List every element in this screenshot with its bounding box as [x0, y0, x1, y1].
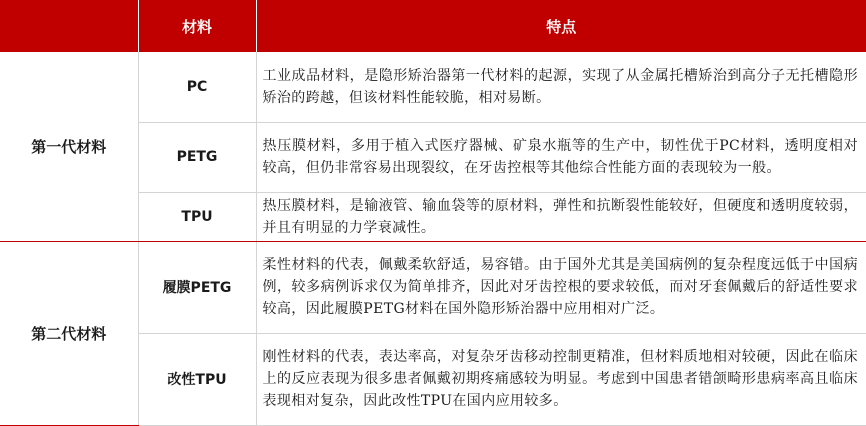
features-cell: 刚性材料的代表，表达率高，对复杂牙齿移动控制更精准，但材料质地相对较硬，因此在临床上的反应表现为很多患者佩戴初期疼痛感较为明显。考虑到中国患者错颌畸形患病率高且临床表现相对复杂，因此改性TPU在国内应用较多。 — [256, 333, 866, 425]
generation-cell: 第一代材料 — [0, 52, 138, 241]
generation-cell: 第二代材料 — [0, 241, 138, 425]
material-cell: PETG — [138, 122, 256, 192]
material-cell: TPU — [138, 192, 256, 241]
material-cell: 履膜PETG — [138, 241, 256, 333]
table-row — [0, 52, 866, 122]
table-body — [0, 52, 866, 425]
header-generation — [0, 0, 138, 52]
features-cell: 工业成品材料，是隐形矫治器第一代材料的起源，实现了从金属托槽矫治到高分子无托槽隐形矫治的跨越，但该材料性能较脆，相对易断。 — [256, 52, 866, 122]
material-cell: 改性TPU — [138, 333, 256, 425]
features-cell: 柔性材料的代表，佩戴柔软舒适，易容错。由于国外尤其是美国病例的复杂程度远低于中国病例，较多病例诉求仅为简单排齐，因此对牙齿控根的要求较低，而对牙套佩戴后的舒适性要求较高，因此履膜PETG材料在国外隐形矫治器中应用相对广泛。 — [256, 241, 866, 333]
features-cell: 热压膜材料，是输液管、输血袋等的原材料，弹性和抗断裂性能较好，但硬度和透明度较弱，并且有明显的力学衰减性。 — [256, 192, 866, 241]
table-header — [0, 0, 866, 52]
header-features: 特点 — [256, 0, 866, 52]
material-cell: PC — [138, 52, 256, 122]
table-row — [0, 241, 866, 333]
features-cell: 热压膜材料，多用于植入式医疗器械、矿泉水瓶等的生产中，韧性优于PC材料，透明度相对较高，但仍非常容易出现裂纹，在牙齿控根等其他综合性能方面的表现较为一般。 — [256, 122, 866, 192]
header-material: 材料 — [138, 0, 256, 52]
header-row — [0, 0, 866, 52]
